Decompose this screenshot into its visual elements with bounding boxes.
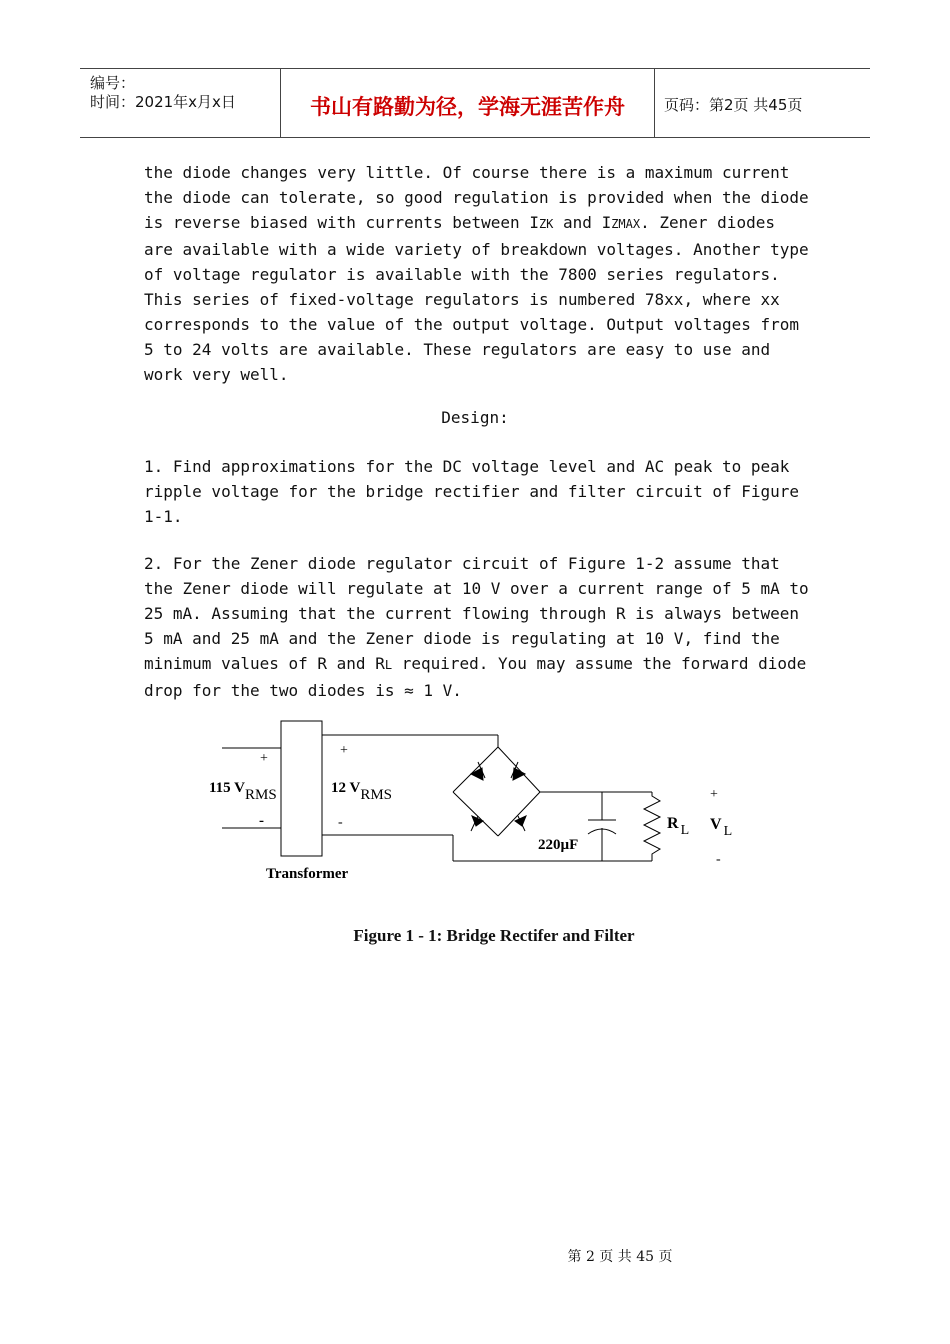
motto: 书山有路勤为径，学海无涯苦作舟	[310, 95, 625, 119]
text-line: 2. For the Zener diode regulator circuit of Figure 1-2 assume that	[144, 554, 780, 573]
text-line: are available with a wide variety of breakdown voltages. Another type	[144, 240, 809, 259]
text-line: the Zener diode will regulate at 10 V over a current range of 5 mA to	[144, 579, 809, 598]
intro-paragraph	[144, 160, 824, 387]
header-motto-cell	[280, 69, 655, 137]
text-line: the diode can tolerate, so good regulation is provided when the diode	[144, 188, 809, 207]
text-line: 1. Find approximations for the DC voltage level and AC peak to peak	[144, 457, 790, 476]
text-line: ripple voltage for the bridge rectifier and filter circuit of Figure	[144, 482, 800, 501]
text-line: the diode changes very little. Of course there is a maximum current	[144, 163, 790, 182]
secondary-plus: +	[340, 743, 348, 758]
page-info: 页码：第2页 共45页	[664, 96, 803, 114]
output-minus: -	[716, 852, 721, 867]
text-line: 5 to 24 volts are available. These regulators are easy to use and	[144, 340, 771, 359]
load-label: R L	[667, 815, 690, 838]
header-page-cell	[654, 69, 870, 137]
text-line	[144, 210, 824, 237]
text-line	[144, 651, 824, 678]
text-span: and I	[553, 213, 612, 232]
text-line: This series of fixed-voltage regulators is numbered 78xx, where xx	[144, 290, 780, 309]
text-line: of voltage regulator is available with the 7800 series regulators.	[144, 265, 780, 284]
design-heading: Design:	[441, 408, 509, 427]
text-line: 25 mA. Assuming that the current flowing through R is always between	[144, 604, 800, 623]
input-voltage: 115 VRMS	[209, 780, 277, 803]
text-span: required. You may assume the forward diode	[392, 654, 807, 673]
page-footer: 第 2 页 共 45 页	[567, 1249, 673, 1265]
izk-subscript: ZK	[538, 217, 554, 231]
step1-paragraph	[144, 454, 824, 529]
bridge-diodes	[471, 762, 526, 831]
number-label: 编号：	[90, 74, 136, 92]
izmax-subscript: ZMAX	[611, 217, 641, 231]
text-span: minimum values of R and R	[144, 654, 385, 673]
bridge-rectifier-circuit	[200, 718, 760, 888]
secondary-minus: -	[338, 815, 343, 830]
load-resistor	[644, 792, 660, 861]
input-plus: +	[260, 751, 268, 766]
step2-paragraph	[144, 551, 824, 703]
rl-subscript: L	[384, 658, 393, 672]
text-line: drop for the two diodes is ≈ 1 V.	[144, 681, 462, 700]
output-voltage-label: V L	[710, 816, 733, 839]
figure-caption: Figure 1 - 1: Bridge Rectifer and Filter	[353, 926, 635, 945]
circuit-wires	[222, 721, 660, 861]
capacitor-label: 220µF	[538, 837, 579, 853]
header-meta-cell	[80, 69, 280, 137]
transformer-label: Transformer	[266, 866, 349, 882]
transformer-box	[281, 721, 322, 856]
time-label: 时间：2021年x月x日	[90, 93, 236, 111]
output-plus: +	[710, 787, 718, 802]
text-line: 1-1.	[144, 507, 183, 526]
page-header	[80, 68, 870, 138]
text-line: corresponds to the value of the output voltage. Output voltages from	[144, 315, 800, 334]
input-minus: -	[259, 813, 264, 829]
text-span: is reverse biased with currents between I	[144, 213, 539, 232]
secondary-voltage: 12 VRMS	[331, 780, 392, 803]
text-line: work very well.	[144, 365, 289, 384]
text-span: . Zener diodes	[640, 213, 775, 232]
text-line: 5 mA and 25 mA and the Zener diode is regulating at 10 V, find the	[144, 629, 780, 648]
